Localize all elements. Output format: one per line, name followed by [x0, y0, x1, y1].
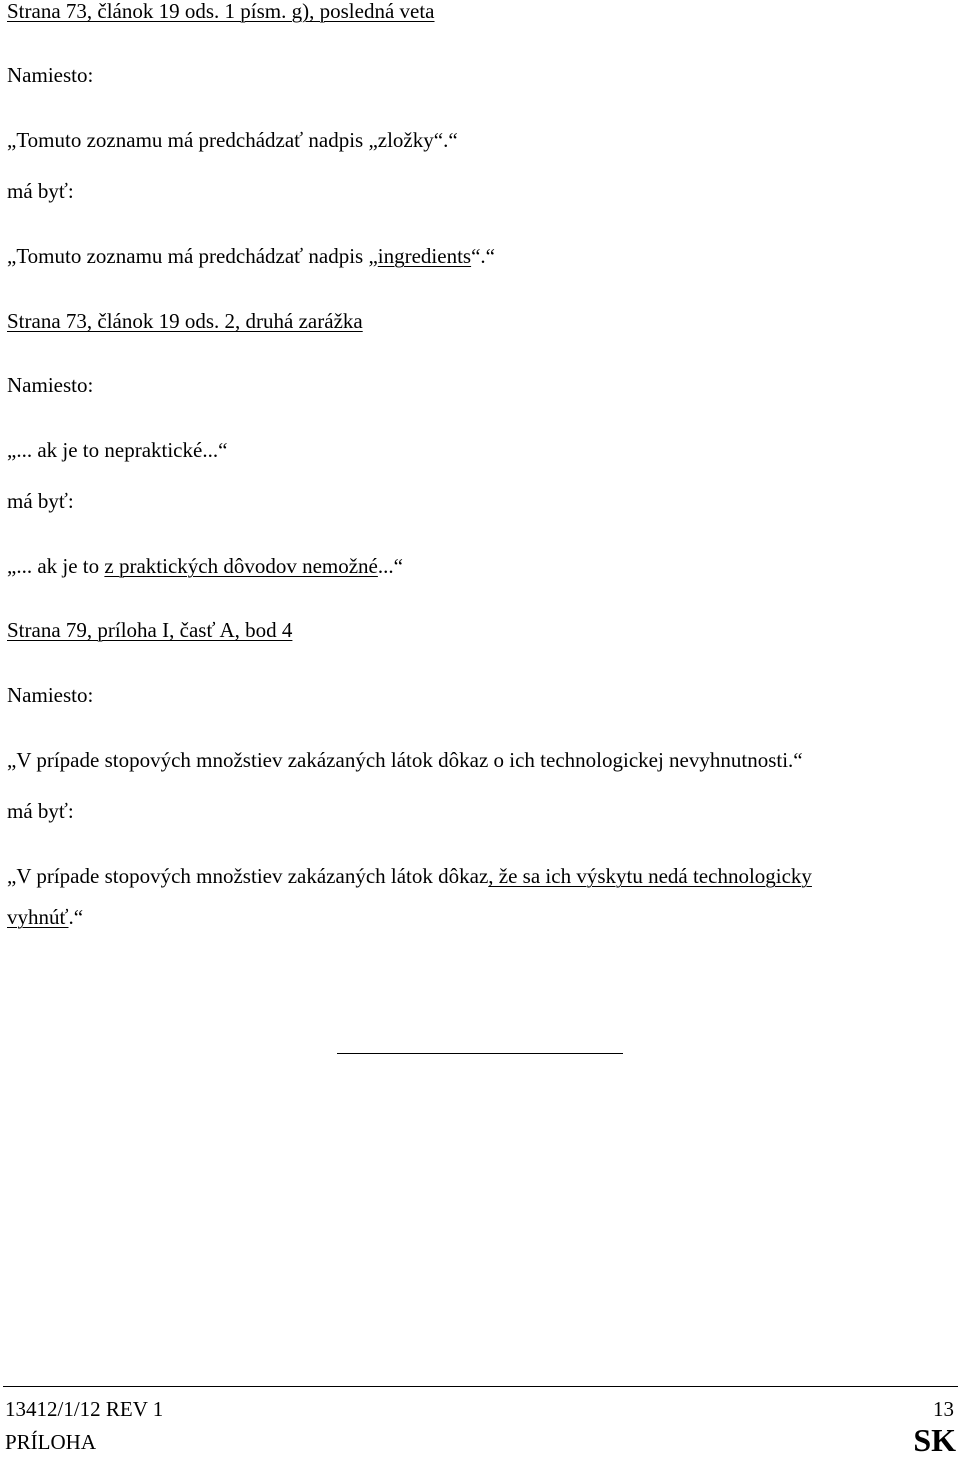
- footer-language-code: SK: [913, 1422, 956, 1458]
- amendment-3-heading: Strana 79, príloha I, časť A, bod 4: [7, 618, 293, 642]
- amendment-2-instead-text: [7, 437, 227, 463]
- amendment-3-instead-label: Namiesto:: [7, 683, 94, 707]
- footer-doc-ref: 13412/1/12 REV 1: [5, 1397, 164, 1421]
- amendment-1-should-be-label: má byť:: [7, 179, 74, 203]
- end-separator-line: [337, 1053, 623, 1054]
- amendment-3-instead-text: [7, 747, 803, 773]
- amendment-2-should-be-text: [7, 553, 403, 579]
- amendment-2-should-be-pre: „... ak je to: [7, 554, 105, 578]
- amendment-1-instead-text: [7, 127, 458, 153]
- amendment-1-instead-label: Namiesto:: [7, 63, 94, 87]
- amendment-1-instead-text-content: „Tomuto zoznamu má predchádzať nadpis „zložky“.“: [7, 128, 458, 152]
- footer-rule: [3, 1386, 958, 1387]
- amendment-3-should-be-label: má byť:: [7, 799, 74, 823]
- amendment-2-instead-text-content: „... ak je to nepraktické...“: [7, 438, 228, 462]
- amendment-1-should-be-pre: „Tomuto zoznamu má predchádzať nadpis „: [7, 244, 378, 268]
- footer-page-number: 13: [933, 1397, 954, 1421]
- amendment-2-instead-label: Namiesto:: [7, 373, 94, 397]
- amendment-2-heading: Strana 73, článok 19 ods. 2, druhá zarážka: [7, 309, 363, 333]
- amendment-1-should-be-underlined: ingredients: [377, 244, 472, 268]
- amendment-2-should-be-label: má byť:: [7, 489, 74, 513]
- amendment-3-should-be-line2-post: .“: [68, 905, 84, 929]
- amendment-3-should-be-line1-pre: „V prípade stopových množstiev zakázaných látok dôkaz: [7, 864, 489, 888]
- amendment-1-should-be-text: [7, 243, 495, 269]
- footer-annex-label: PRÍLOHA: [5, 1430, 97, 1454]
- amendment-3-should-be-line2-underlined: vyhnúť: [7, 905, 69, 929]
- amendment-2-should-be-underlined: z praktických dôvodov nemožné: [104, 554, 378, 578]
- amendment-3-instead-text-content: „V prípade stopových množstiev zakázaných látok dôkaz o ich technologickej nevyhnutnosti.“: [7, 748, 803, 772]
- amendment-3-should-be-text-line1: [7, 863, 812, 889]
- amendment-1-should-be-post: “.“: [471, 244, 495, 268]
- amendment-3-should-be-line1-underlined: , že sa ich výskytu nedá technologicky: [488, 864, 812, 888]
- amendment-3-should-be-text-line2: [7, 904, 83, 930]
- amendment-2-should-be-post: ...“: [377, 554, 403, 578]
- amendment-1-heading: Strana 73, článok 19 ods. 1 písm. g), posledná veta: [7, 0, 435, 23]
